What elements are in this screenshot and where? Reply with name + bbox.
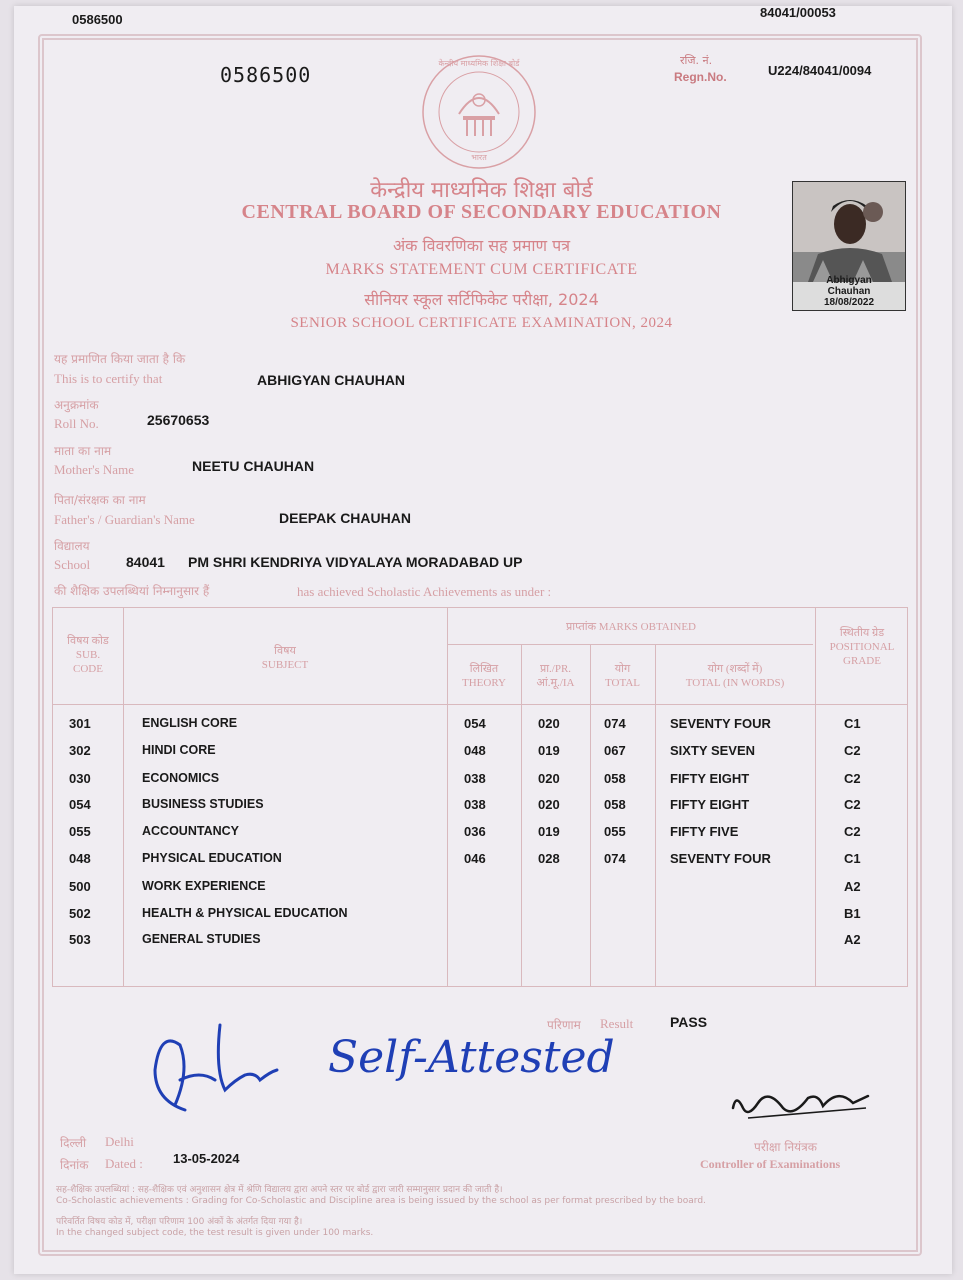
th-pr-hi: प्रा./PR. — [539, 663, 572, 675]
cell-practical: 020 — [538, 716, 560, 731]
footnote-3: परिवर्तित विषय कोड में, परीक्षा परिणाम 100 अंकों के अंतर्गत दिया गया है। — [56, 1217, 303, 1227]
cell-grade: A2 — [844, 879, 861, 894]
board-name-english: CENTRAL BOARD OF SECONDARY EDUCATION — [241, 201, 722, 223]
th-marks-en: MARKS OBTAINED — [598, 621, 697, 633]
th-theory — [447, 662, 521, 690]
cell-subject: ENGLISH CORE — [142, 716, 238, 730]
father-label-en: Father's / Guardian's Name — [54, 512, 195, 527]
th-total — [590, 662, 655, 690]
mother-label-hi: माता का नाम — [54, 444, 112, 458]
cell-code: 503 — [69, 932, 91, 947]
dated-value: 13-05-2024 — [173, 1151, 240, 1166]
roll-label-hi: अनुक्रमांक — [54, 398, 99, 412]
cell-grade: A2 — [844, 932, 861, 947]
result-label-hi: परिणाम — [547, 1018, 581, 1032]
footnote-4: In the changed subject code, the test result is given under 100 marks. — [56, 1228, 374, 1238]
serial-top-right: 84041/00053 — [760, 5, 836, 20]
cell-words: SIXTY SEVEN — [670, 743, 756, 758]
cell-theory: 046 — [464, 851, 486, 866]
cell-theory: 036 — [464, 824, 486, 839]
cell-practical: 019 — [538, 743, 560, 758]
th-subject-en: SUBJECT — [261, 659, 309, 671]
th-marks-hi: प्राप्तांक — [565, 621, 597, 633]
th-code — [53, 634, 123, 676]
cell-code: 301 — [69, 716, 91, 731]
cell-grade: C1 — [844, 716, 861, 731]
dated-label-hi: दिनांक — [60, 1158, 89, 1172]
self-attested-text: Self-Attested — [328, 1032, 615, 1083]
mother-label-en: Mother's Name — [54, 462, 134, 477]
cell-theory: 048 — [464, 743, 486, 758]
th-code-en1: SUB. — [75, 649, 101, 661]
cell-practical: 028 — [538, 851, 560, 866]
cell-grade: C1 — [844, 851, 861, 866]
cell-subject: ECONOMICS — [142, 771, 220, 785]
cell-total: 055 — [604, 824, 626, 839]
seal-text: केन्द्रीय माध्यमिक शिक्षा बोर्ड — [438, 59, 520, 68]
regn-label-en: Regn.No. — [674, 70, 727, 84]
certify-label-hi: यह प्रमाणित किया जाता है कि — [54, 352, 186, 366]
cell-words: SEVENTY FOUR — [670, 716, 771, 731]
result-value: PASS — [670, 1014, 708, 1030]
cell-total: 074 — [604, 716, 626, 731]
exam-title-english: SENIOR SCHOOL CERTIFICATE EXAMINATION, 2024 — [290, 315, 673, 331]
serial-number: 0586500 — [220, 63, 312, 87]
photo-caption-name2: Chauhan — [827, 286, 871, 297]
roll-number: 25670653 — [147, 412, 210, 428]
cell-words: FIFTY EIGHT — [670, 797, 750, 812]
cell-words: SEVENTY FOUR — [670, 851, 771, 866]
seal-bottom-text: भारत — [471, 153, 487, 162]
th-total-en: TOTAL — [605, 677, 640, 689]
cell-total: 058 — [604, 797, 626, 812]
cell-practical: 020 — [538, 771, 560, 786]
exam-title-hindi: सीनियर स्कूल सर्टिफिकेट परीक्षा, 2024 — [364, 290, 599, 309]
place-hi: दिल्ली — [60, 1136, 87, 1150]
cell-code: 054 — [69, 797, 91, 812]
cell-subject: PHYSICAL EDUCATION — [142, 851, 282, 865]
photo-caption-name1: Abhigyan — [826, 275, 872, 286]
regn-label-hi: रजि. नं. — [680, 54, 713, 67]
cell-practical: 020 — [538, 797, 560, 812]
th-theory-en: THEORY — [462, 677, 506, 689]
th-pr-en: आं.मू./IA — [536, 677, 575, 689]
cell-subject: HINDI CORE — [142, 743, 216, 757]
cell-theory: 038 — [464, 771, 486, 786]
cell-total: 067 — [604, 743, 626, 758]
cell-subject: WORK EXPERIENCE — [142, 879, 266, 893]
cell-grade: C2 — [844, 824, 861, 839]
cell-code: 302 — [69, 743, 91, 758]
cell-grade: C2 — [844, 743, 861, 758]
father-label-hi: पिता/संरक्षक का नाम — [54, 493, 146, 507]
th-subject — [123, 644, 447, 672]
th-words-en: TOTAL (IN WORDS) — [685, 677, 785, 689]
student-name: ABHIGYAN CHAUHAN — [257, 372, 406, 388]
mother-name: NEETU CHAUHAN — [192, 458, 315, 474]
th-theory-hi: लिखित — [469, 663, 499, 675]
footnote-1: सह-शैक्षिक उपलब्धियां : सह-शैक्षिक एवं अनुशासन क्षेत्र में श्रेणि विद्यालय द्वारा अपने स्तर पर बोर्ड द्वारा जारी सम्मानुसार प्रदान की जाती है। — [56, 1185, 503, 1195]
cell-subject: ACCOUNTANCY — [142, 824, 239, 838]
certificate-title-english: MARKS STATEMENT CUM CERTIFICATE — [325, 261, 638, 278]
th-marks — [447, 620, 815, 634]
certify-label-en: This is to certify that — [54, 371, 163, 386]
board-name-hindi: केन्द्रीय माध्यमिक शिक्षा बोर्ड — [370, 178, 593, 203]
th-grade-en2: GRADE — [843, 655, 881, 667]
cell-theory: 038 — [464, 797, 486, 812]
school-code: 84041 — [126, 554, 165, 570]
th-words — [655, 662, 815, 690]
th-words-hi: योग (शब्दों में) — [707, 663, 763, 675]
cell-grade: C2 — [844, 771, 861, 786]
cell-subject: GENERAL STUDIES — [142, 932, 261, 946]
cbse-seal-icon — [419, 52, 539, 172]
cell-subject: HEALTH & PHYSICAL EDUCATION — [142, 906, 348, 920]
cell-total: 058 — [604, 771, 626, 786]
cell-theory: 054 — [464, 716, 486, 731]
th-code-en2: CODE — [73, 663, 103, 675]
th-subject-hi: विषय — [274, 645, 296, 657]
cell-subject: BUSINESS STUDIES — [142, 797, 264, 811]
cell-words: FIFTY EIGHT — [670, 771, 750, 786]
serial-top-left: 0586500 — [72, 12, 123, 27]
cell-total: 074 — [604, 851, 626, 866]
father-name: DEEPAK CHAUHAN — [279, 510, 411, 526]
th-grade — [815, 626, 909, 668]
footnote-2: Co-Scholastic achievements : Grading for Co-Scholastic and Discipline area is being issued by the school as per format prescribed by the board. — [56, 1196, 706, 1206]
result-label-en: Result — [600, 1016, 634, 1031]
th-total-hi: योग — [614, 663, 631, 675]
student-signature — [145, 1010, 285, 1120]
student-photo — [792, 181, 906, 311]
dated-label-en: Dated : — [105, 1156, 143, 1171]
cell-code: 030 — [69, 771, 91, 786]
cell-practical: 019 — [538, 824, 560, 839]
achieved-label-hi: की शैक्षिक उपलब्धियां निम्नानुसार हैं — [54, 584, 210, 598]
th-grade-en1: POSITIONAL — [829, 641, 895, 653]
th-grade-hi: स्थितीय ग्रेड — [839, 627, 885, 639]
photo-caption-date: 18/08/2022 — [823, 297, 875, 308]
cell-grade: C2 — [844, 797, 861, 812]
school-name: PM SHRI KENDRIYA VIDYALAYA MORADABAD UP — [188, 554, 523, 570]
cell-words: FIFTY FIVE — [670, 824, 739, 839]
controller-en: Controller of Examinations — [700, 1157, 841, 1171]
th-practical — [521, 662, 590, 690]
marks-table — [52, 607, 908, 987]
school-label-hi: विद्यालय — [54, 539, 90, 553]
certificate-title-hindi: अंक विवरणिका सह प्रमाण पत्र — [392, 236, 571, 255]
cell-code: 055 — [69, 824, 91, 839]
regn-number: U224/84041/0094 — [768, 63, 872, 78]
place-en: Delhi — [105, 1134, 134, 1149]
controller-hi: परीक्षा नियंत्रक — [754, 1140, 817, 1154]
school-label-en: School — [54, 557, 91, 572]
cell-grade: B1 — [844, 906, 861, 921]
roll-label-en: Roll No. — [54, 416, 99, 431]
cell-code: 502 — [69, 906, 91, 921]
controller-signature — [728, 1078, 873, 1126]
achieved-label-en: has achieved Scholastic Achievements as under : — [297, 584, 552, 599]
cell-code: 500 — [69, 879, 91, 894]
th-code-hi: विषय कोड — [67, 635, 109, 647]
cell-code: 048 — [69, 851, 91, 866]
